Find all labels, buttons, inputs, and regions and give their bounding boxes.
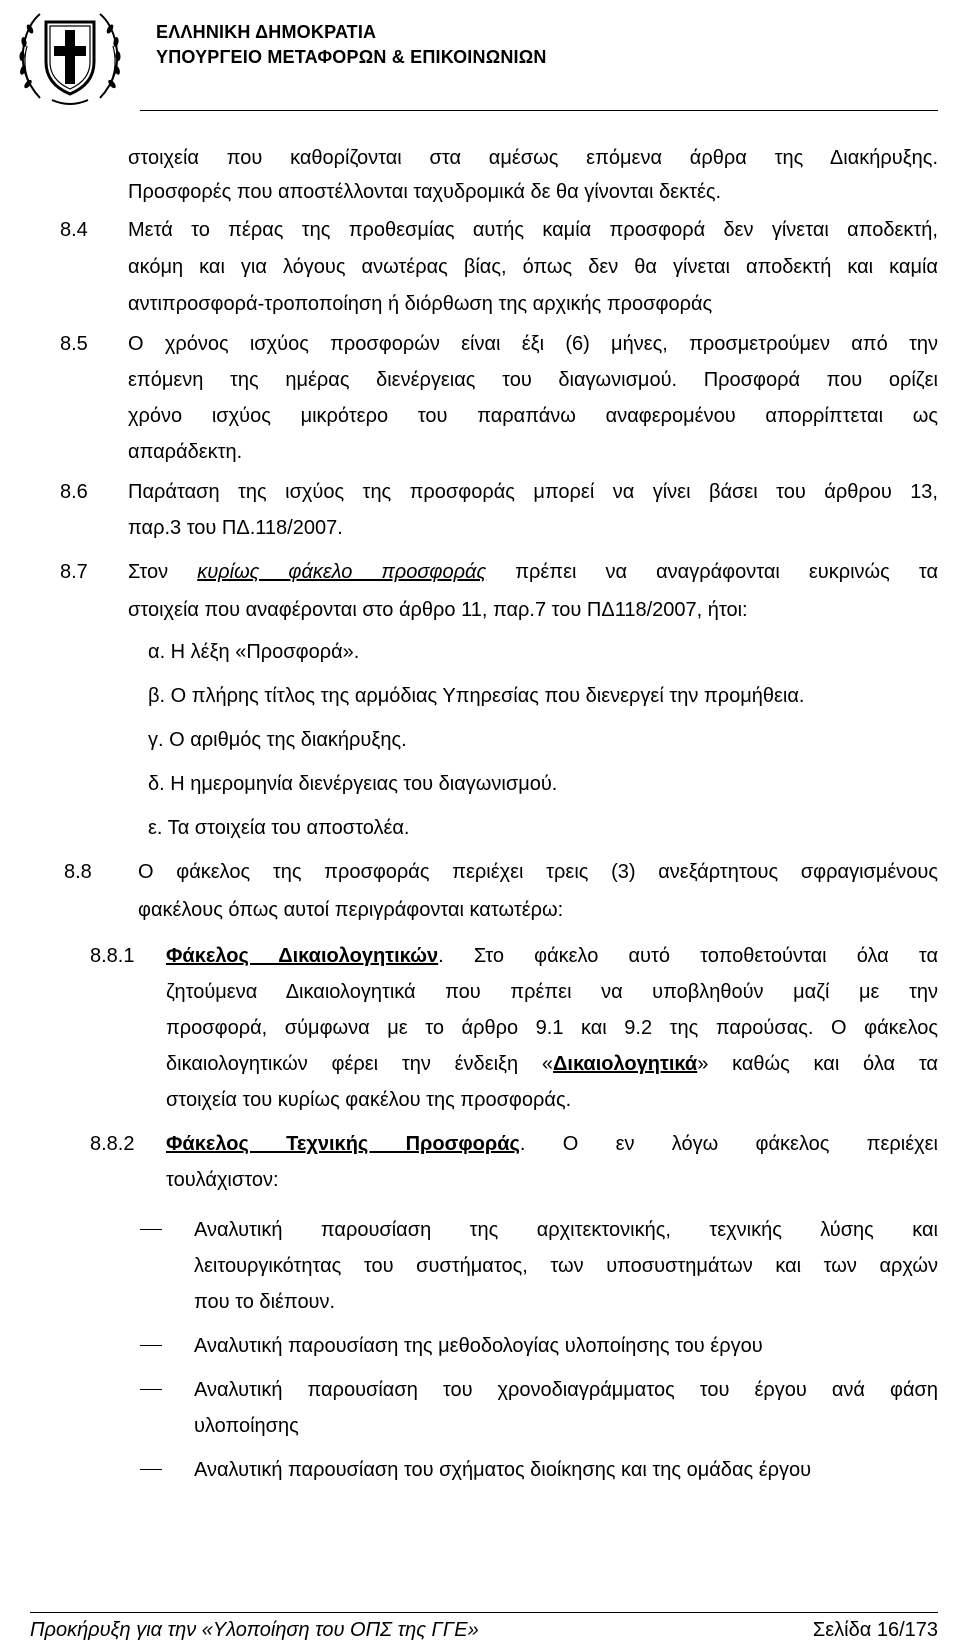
paragraph-line: αντιπροσφορά-τροποποίηση ή διόρθωση της αρχικής προσφοράς (128, 293, 713, 315)
paragraph-line: ακόμη και για λόγους ανωτέρας βίας, όπως δεν θα γίνεται αποδεκτή και καμία (128, 256, 938, 278)
subsection-title: Φάκελος Τεχνικής Προσφοράς (166, 1133, 520, 1155)
paragraph-line: επόμενη της ημέρας διενέργειας του διαγωνισμού. Προσφορά που ορίζει (128, 369, 938, 391)
dash-bullet-icon (140, 1345, 162, 1346)
paragraph-line: στοιχεία που αναφέρονται στο άρθρο 11, παρ.7 του ΠΔ118/2007, ήτοι: (128, 599, 748, 621)
paragraph-line: τουλάχιστον: (166, 1169, 279, 1191)
paragraph-line: στοιχεία που καθορίζονται στα αμέσως επόμενα άρθρα της Διακήρυξης. (128, 147, 938, 169)
paragraph-line: ζητούμενα Δικαιολογητικά που πρέπει να υποβληθούν μαζί με την (166, 981, 938, 1003)
paragraph-line: Ο χρόνος ισχύος προσφορών είναι έξι (6) μήνες, προσμετρούμεν από την (128, 333, 938, 355)
list-item: που το διέπουν. (194, 1291, 336, 1313)
paragraph-line: χρόνο ισχύος μικρότερο του παραπάνω αναφερομένου απορρίπτεται ως (128, 405, 938, 427)
paragraph-line: Στον κυρίως φάκελο προσφοράς πρέπει να αναγράφονται ευκρινώς τα (128, 561, 939, 583)
paragraph-line: Μετά το πέρας της προθεσμίας αυτής καμία προσφορά δεν γίνεται αποδεκτή, (128, 219, 938, 241)
list-item: Αναλυτική παρουσίαση της αρχιτεκτονικής, τεχνικής λύσης και (194, 1219, 938, 1241)
paragraph-line: παρ.3 του ΠΔ.118/2007. (128, 517, 343, 539)
paragraph-line: απαράδεκτη. (128, 441, 243, 463)
page-number: Σελίδα 16/173 (812, 1619, 938, 1641)
paragraph-line: Προσφορές που αποστέλλονται ταχυδρομικά δε θα γίνονται δεκτές. (128, 181, 722, 203)
section-number: 8.8.2 (90, 1133, 135, 1155)
list-item: υλοποίησης (194, 1415, 299, 1437)
paragraph-line: Ο φάκελος της προσφοράς περιέχει τρεις (3) ανεξάρτητους σφραγισμένους (138, 861, 938, 883)
footer-document-title: Προκήρυξη για την «Υλοποίηση του ΟΠΣ της ΓΓΕ» (30, 1619, 479, 1641)
country-name: ΕΛΛΗΝΙΚΗ ΔΗΜΟΚΡΑΤΙΑ (156, 22, 377, 42)
list-item: Αναλυτική παρουσίαση του χρονοδιαγράμματος του έργου ανά φάση (194, 1379, 938, 1401)
paragraph-line: προσφορά, σύμφωνα με το άρθρο 9.1 και 9.2 της παρούσας. Ο φάκελος (166, 1017, 938, 1039)
section-number: 8.6 (60, 481, 88, 503)
paragraph-line: δικαιολογητικών φέρει την ένδειξη «Δικαιολογητικά» καθώς και όλα τα (166, 1053, 938, 1075)
list-item: Αναλυτική παρουσίαση της μεθοδολογίας υλοποίησης του έργου (194, 1335, 763, 1357)
page-header (0, 0, 960, 112)
section-number: 8.7 (60, 561, 88, 583)
list-item: ε. Τα στοιχεία του αποστολέα. (148, 817, 410, 839)
greek-coat-of-arms-icon (10, 4, 130, 108)
list-item: α. Η λέξη «Προσφορά». (148, 641, 360, 663)
list-item: γ. Ο αριθμός της διακήρυξης. (148, 729, 407, 751)
paragraph-line: φακέλους όπως αυτοί περιγράφονται κατωτέρω: (138, 899, 564, 921)
section-number: 8.8.1 (90, 945, 135, 967)
dash-bullet-icon (140, 1469, 162, 1470)
list-item: Αναλυτική παρουσίαση του σχήματος διοίκησης και της ομάδας έργου (194, 1459, 812, 1481)
section-number: 8.5 (60, 333, 88, 355)
footer-rule (30, 1612, 938, 1613)
section-number: 8.4 (60, 219, 88, 241)
list-item: δ. Η ημερομηνία διενέργειας του διαγωνισμού. (148, 773, 558, 795)
header-rule (140, 110, 938, 111)
ministry-name: ΥΠΟΥΡΓΕΙΟ ΜΕΤΑΦΟΡΩΝ & ΕΠΙΚΟΙΝΩΝΙΩΝ (156, 47, 547, 67)
dash-bullet-icon (140, 1229, 162, 1230)
subsection-title: Φάκελος Δικαιολογητικών (166, 945, 439, 967)
paragraph-line: Φάκελος Τεχνικής Προσφοράς. Ο εν λόγω φάκελος περιέχει (166, 1133, 938, 1155)
paragraph-line: στοιχεία του κυρίως φακέλου της προσφοράς. (166, 1089, 572, 1111)
list-item: λειτουργικότητας του συστήματος, των υποσυστημάτων και των αρχών (194, 1255, 938, 1277)
marking-label: Δικαιολογητικά (553, 1053, 698, 1075)
dash-bullet-icon (140, 1389, 162, 1390)
paragraph-line: Παράταση της ισχύος της προσφοράς μπορεί να γίνει βάσει του άρθρου 13, (128, 481, 938, 503)
section-number: 8.8 (64, 861, 92, 883)
emphasized-term: κυρίως φάκελο προσφοράς (197, 561, 487, 583)
list-item: β. Ο πλήρης τίτλος της αρμόδιας Υπηρεσίας που διενεργεί την προμήθεια. (148, 685, 805, 707)
paragraph-line: Φάκελος Δικαιολογητικών. Στο φάκελο αυτό τοποθετούνται όλα τα (166, 945, 939, 967)
